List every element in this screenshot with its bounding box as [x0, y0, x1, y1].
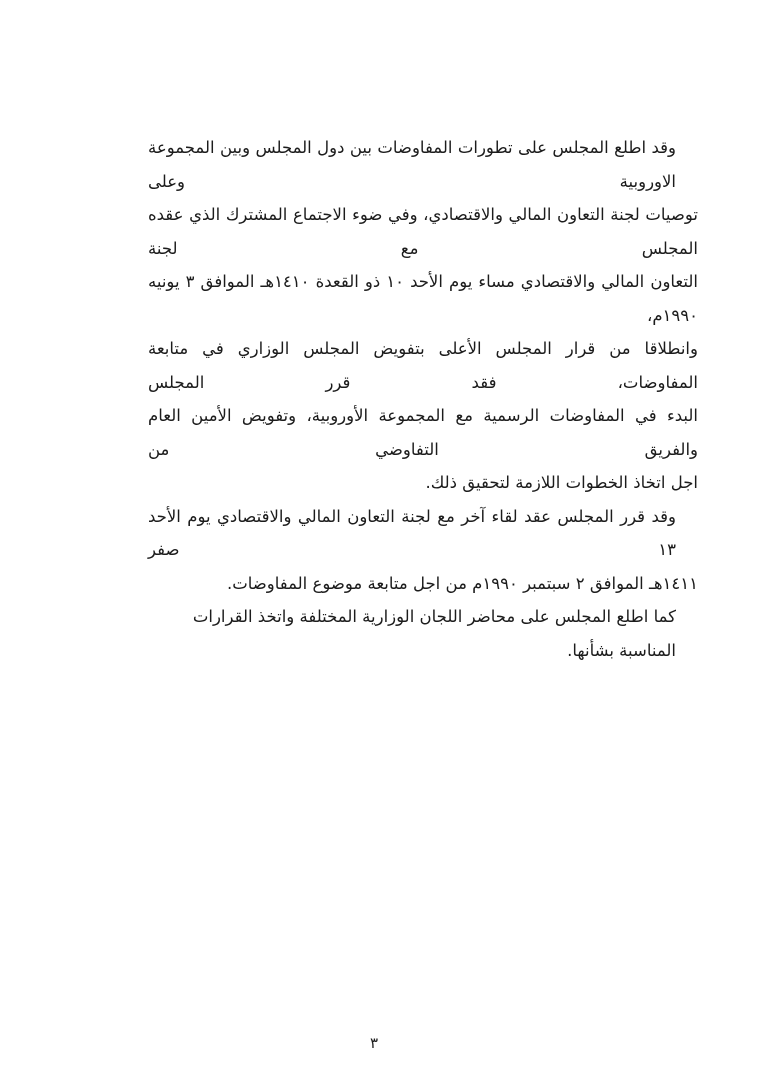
text-line: التعاون المالي والاقتصادي مساء يوم الأحد ١٠ ذو القعدة ١٤١٠هـ الموافق ٣ يونيه ١٩٩٠م،	[148, 272, 698, 325]
text-line: ١٤١١هـ الموافق ٢ سبتمبر ١٩٩٠م من اجل متابعة موضوع المفاوضات.	[226, 573, 698, 593]
text-line: البدء في المفاوضات الرسمية مع المجموعة الأوروبية، وتفويض الأمين العام والفريق التفاوضي من	[148, 406, 698, 459]
text-line: وقد قرر المجلس عقد لقاء آخر مع لجنة التعاون المالي والاقتصادي يوم الأحد ١٣ صفر	[148, 506, 676, 559]
text-line: وانطلاقا من قرار المجلس الأعلى بتفويض المجلس الوزاري في متابعة المفاوضات، فقد قرر المجلس	[148, 339, 698, 392]
text-line: كما اطلع المجلس على محاضر اللجان الوزارية المختلفة واتخذ القرارات المناسبة بشأنها.	[192, 607, 676, 660]
paragraph	[148, 600, 698, 667]
text-line: توصيات لجنة التعاون المالي والاقتصادي، وفي ضوء الاجتماع المشترك الذي عقده المجلس مع لجنة	[148, 205, 698, 258]
page-number: ٣	[369, 1034, 379, 1052]
text-line: اجل اتخاذ الخطوات اللازمة لتحقيق ذلك.	[425, 473, 698, 492]
text-line: وقد اطلع المجلس على تطورات المفاوضات بين دول المجلس وبين المجموعة الاوروبية وعلى	[148, 138, 676, 191]
paragraph	[148, 500, 698, 601]
paragraph	[148, 131, 698, 500]
body-text	[148, 131, 698, 667]
